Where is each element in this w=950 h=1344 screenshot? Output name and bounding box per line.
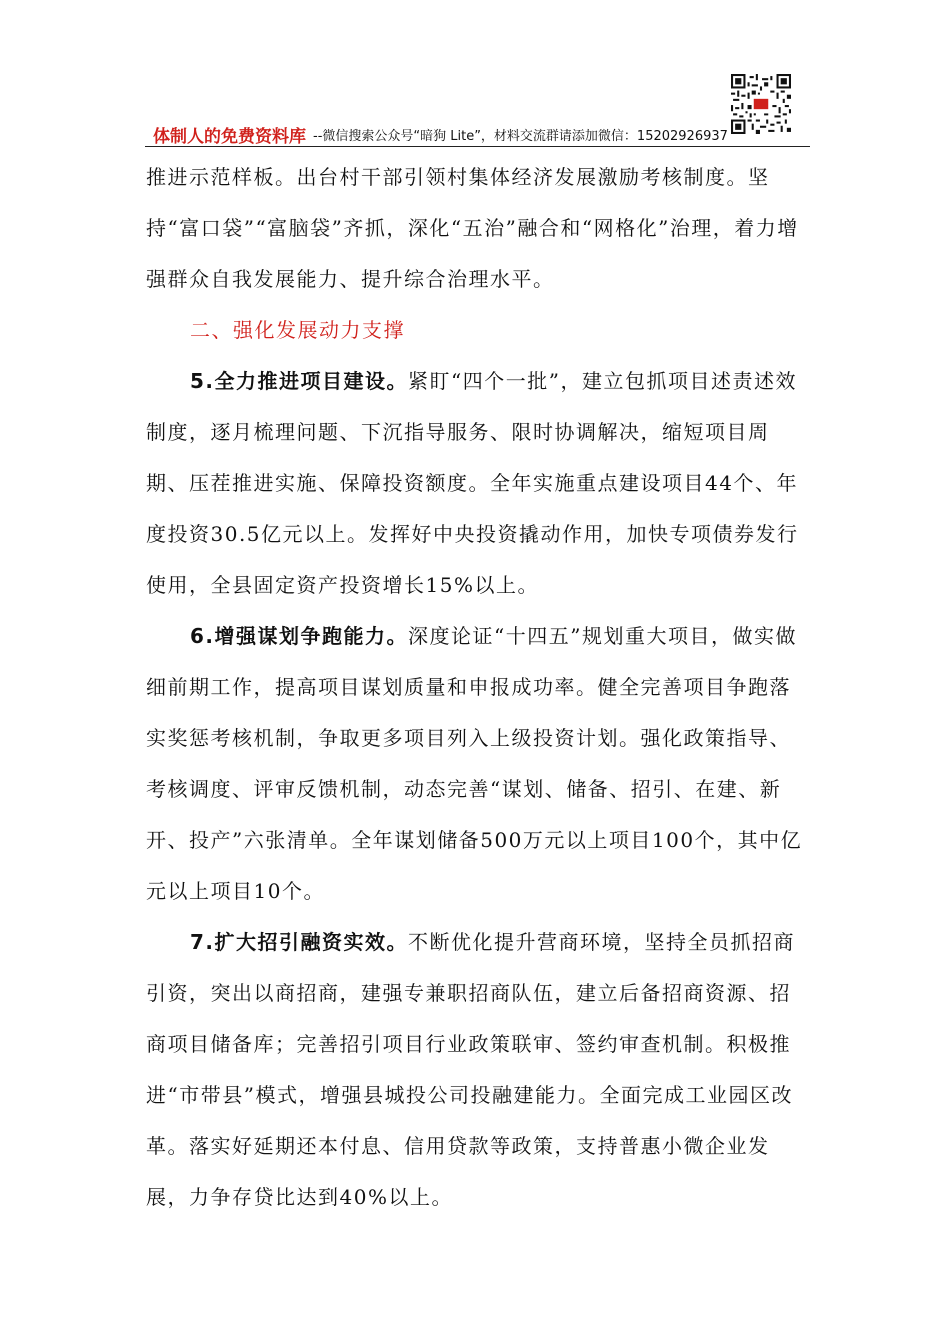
page-header (145, 120, 810, 147)
item-6-body: 深度论证“十四五”规划重大项目，做实做细前期工作，提高项目谋划质量和申报成功率。健全完善项目争跑落实奖惩考核机制，争取更多项目列入上级投资计划。强化政策指导、考核调度、评审反馈机制，动态完善“谋划、储备、招引、在建、新开、投产”六张清单。全年谋划储备500万元以上项目100个，其中亿元以上项目10个。 (146, 624, 803, 903)
item-7-body: 不断优化提升营商环境，坚持全员抓招商引资，突出以商招商，建强专兼职招商队伍，建立后备招商资源、招商项目储备库；完善招引项目行业政策联审、签约审查机制。积极推进“市带县”模式，增强县城投公司投融建能力。全面完成工业园区改革。落实好延期还本付息、信用贷款等政策，支持普惠小微企业发展，力争存贷比达到40%以上。 (146, 930, 796, 1209)
document-body (146, 152, 811, 1223)
item-7-heading: 7.扩大招引融资实效。 (190, 930, 409, 954)
qr-code-icon (731, 74, 791, 134)
brand-title: 体制人的免费资料库 (153, 127, 306, 147)
item-5-heading: 5.全力推进项目建设。 (190, 369, 409, 393)
paragraph-item-5 (146, 356, 811, 611)
section-heading: 二、强化发展动力支撑 (190, 318, 405, 342)
item-6-heading: 6.增强谋划争跑能力。 (190, 624, 409, 648)
item-5-body: 紧盯“四个一批”，建立包抓项目述责述效制度，逐月梳理问题、下沉指导服务、限时协调解决，缩短项目周期、压茬推进实施、保障投资额度。全年实施重点建设项目44个、年度投资30.5亿元以上。发挥好中央投资撬动作用，加快专项债券发行使用，全县固定资产投资增长15%以上。 (146, 369, 799, 597)
header-note: --微信搜索公众号“暗狗 Lite”，材料交流群请添加微信：15202926937 (313, 129, 728, 144)
paragraph-item-6 (146, 611, 811, 917)
paragraph-continued: 推进示范样板。出台村干部引领村集体经济发展激励考核制度。坚持“富口袋”“富脑袋”齐抓，深化“五治”融合和“网格化”治理，着力增强群众自我发展能力、提升综合治理水平。 (146, 165, 799, 291)
paragraph-item-7 (146, 917, 811, 1223)
